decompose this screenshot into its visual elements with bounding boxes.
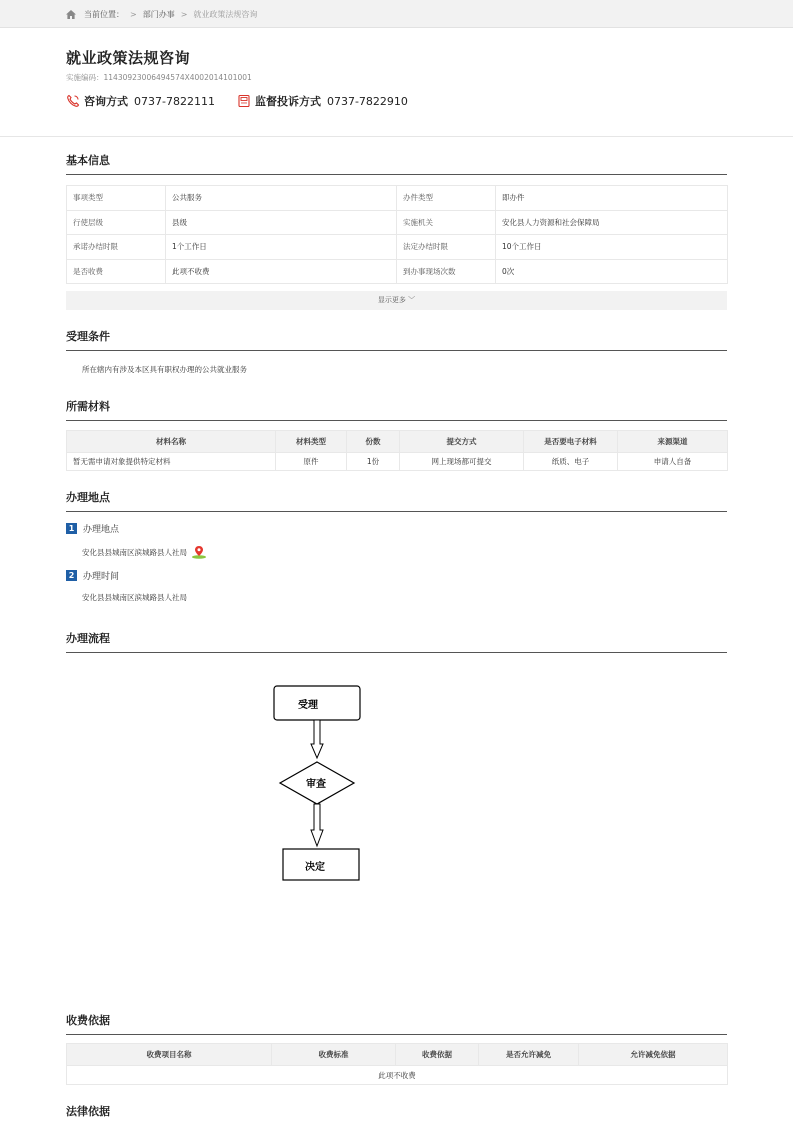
field-label: 办件类型 bbox=[397, 186, 496, 211]
breadcrumb-current: 就业政策法规咨询 bbox=[193, 10, 258, 19]
breadcrumb-separator: > bbox=[130, 10, 137, 19]
flow-arrow bbox=[311, 720, 323, 758]
breadcrumb-prefix: 当前位置： bbox=[84, 10, 124, 19]
field-label: 法定办结时限 bbox=[397, 235, 496, 260]
flow-step-label: 审查 bbox=[306, 779, 326, 790]
consult-label: 咨询方式 bbox=[84, 95, 128, 108]
column-header: 收费标准 bbox=[272, 1044, 396, 1066]
top-bar bbox=[0, 0, 793, 28]
column-header: 提交方式 bbox=[400, 431, 524, 453]
step-number-badge: 2 bbox=[66, 570, 77, 581]
column-header: 材料名称 bbox=[67, 431, 276, 453]
header-divider bbox=[0, 136, 793, 137]
contact-info bbox=[66, 93, 408, 109]
process-flowchart bbox=[270, 680, 370, 890]
flow-arrow bbox=[311, 804, 323, 846]
electronic-required: 纸质、电子 bbox=[524, 453, 618, 471]
time-label: 办理时间 bbox=[83, 572, 120, 582]
complaint-phone-icon bbox=[237, 94, 251, 108]
section-title-conditions: 受理条件 bbox=[66, 328, 727, 351]
field-value: 此项不收费 bbox=[166, 259, 397, 284]
field-value: 安化县人力资源和社会保障局 bbox=[496, 210, 728, 235]
field-value: 1个工作日 bbox=[166, 235, 397, 260]
field-label: 是否收费 bbox=[67, 259, 166, 284]
section-title-basic-info: 基本信息 bbox=[66, 152, 727, 175]
basic-info-table bbox=[66, 185, 728, 284]
place-address bbox=[82, 545, 207, 559]
consult-contact bbox=[66, 93, 215, 109]
breadcrumb-link-department[interactable]: 部门办事 bbox=[142, 10, 175, 19]
breadcrumb bbox=[66, 9, 257, 20]
field-label: 行使层级 bbox=[67, 210, 166, 235]
material-copies: 1份 bbox=[347, 453, 400, 471]
material-type: 原件 bbox=[276, 453, 347, 471]
field-label: 到办事现场次数 bbox=[397, 259, 496, 284]
section-title-location: 办理地点 bbox=[66, 489, 727, 512]
submit-method: 网上现场都可提交 bbox=[400, 453, 524, 471]
section-title-materials: 所需材料 bbox=[66, 398, 727, 421]
step-number-badge: 1 bbox=[66, 523, 77, 534]
table-row bbox=[67, 1066, 728, 1085]
field-value: 10个工作日 bbox=[496, 235, 728, 260]
table-header-row bbox=[67, 431, 728, 453]
column-header: 是否允许减免 bbox=[479, 1044, 579, 1066]
column-header: 收费项目名称 bbox=[67, 1044, 272, 1066]
column-header: 份数 bbox=[347, 431, 400, 453]
column-header: 材料类型 bbox=[276, 431, 347, 453]
supervise-phone: 0737-7822910 bbox=[326, 94, 408, 108]
field-label: 事项类型 bbox=[67, 186, 166, 211]
column-header: 允许减免依据 bbox=[579, 1044, 728, 1066]
table-row bbox=[67, 235, 728, 260]
flow-step-label: 受理 bbox=[298, 700, 318, 711]
consult-phone: 0737-7822111 bbox=[134, 94, 215, 108]
place-text: 安化县县城南区滨城路县人社局 bbox=[82, 547, 187, 557]
column-header: 来源渠道 bbox=[618, 431, 728, 453]
page-header bbox=[66, 47, 726, 108]
show-more-button[interactable]: 显示更多 ﹀ bbox=[66, 291, 727, 310]
time-text: 安化县县城南区滨城路县人社局 bbox=[82, 593, 187, 602]
section-title-process: 办理流程 bbox=[66, 630, 727, 653]
phone-icon bbox=[66, 94, 80, 108]
table-row bbox=[67, 453, 728, 471]
table-row bbox=[67, 210, 728, 235]
fees-empty-text: 此项不收费 bbox=[67, 1066, 728, 1085]
field-value: 县级 bbox=[166, 210, 397, 235]
field-value: 公共服务 bbox=[166, 186, 397, 211]
implementation-code: 实施编码：11430923006494574X4002014101001 bbox=[66, 73, 252, 82]
fees-table bbox=[66, 1043, 728, 1085]
place-heading bbox=[66, 522, 119, 535]
table-row bbox=[67, 186, 728, 211]
column-header: 收费依据 bbox=[396, 1044, 479, 1066]
materials-table bbox=[66, 430, 728, 471]
map-pin-icon[interactable] bbox=[191, 545, 207, 559]
section-title-fees: 收费依据 bbox=[66, 1012, 727, 1035]
supervise-label: 监督投诉方式 bbox=[254, 95, 321, 108]
flow-step-label: 决定 bbox=[305, 862, 325, 873]
field-label: 实施机关 bbox=[397, 210, 496, 235]
time-text-row bbox=[82, 592, 187, 603]
page-title: 就业政策法规咨询 bbox=[66, 49, 191, 67]
time-heading bbox=[66, 569, 119, 582]
supervise-contact bbox=[237, 93, 408, 109]
material-name: 暂无需申请对象提供特定材料 bbox=[67, 453, 276, 471]
field-label: 承诺办结时限 bbox=[67, 235, 166, 260]
place-label: 办理地点 bbox=[83, 525, 120, 535]
field-value: 0次 bbox=[496, 259, 728, 284]
home-icon[interactable] bbox=[66, 10, 76, 19]
field-value: 即办件 bbox=[496, 186, 728, 211]
table-header-row bbox=[67, 1044, 728, 1066]
table-row bbox=[67, 259, 728, 284]
section-title-legal: 法律依据 bbox=[66, 1105, 110, 1118]
source-channel: 申请人自备 bbox=[618, 453, 728, 471]
conditions-text: 所在辖内有涉及本区具有职权办理的公共就业服务 bbox=[82, 365, 247, 374]
breadcrumb-separator: > bbox=[180, 10, 188, 19]
column-header: 是否要电子材料 bbox=[524, 431, 618, 453]
